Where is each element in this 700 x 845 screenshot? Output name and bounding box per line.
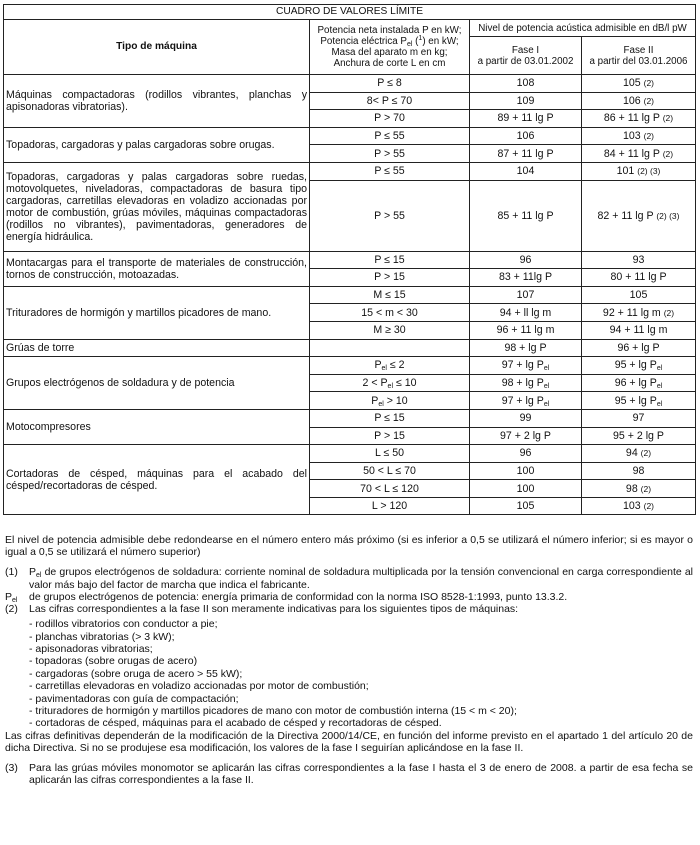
fase1-value-cell: $97 + \lg P_{el}$: [470, 357, 582, 375]
machine-type-cell: Grúas de torre: [4, 339, 310, 357]
fase2-value-cell: $95 + \lg P_{el}$: [582, 357, 696, 375]
condition-cell: P > 15: [310, 269, 470, 287]
machine-type-cell: Motocompresores: [4, 409, 310, 444]
fase2-value-cell: 98 (2): [582, 480, 696, 498]
list-item: - cargadoras (sobre oruga de acero > 55 kW);: [29, 667, 243, 680]
list-item: - carretillas elevadoras en voladizo accionadas por motor de combustión;: [29, 680, 369, 693]
machine-type-cell: Topadoras, cargadoras y palas cargadoras sobre orugas.: [4, 127, 310, 162]
machine-type-cell: Montacargas para el transporte de materiales de construcción, tornos de construcción, motoazadas.: [4, 251, 310, 286]
fase2-value-cell: 97: [582, 409, 696, 427]
fase2-value-cell: 103 (2): [582, 497, 696, 515]
fase1-value-cell: 83 + 11lg P: [470, 269, 582, 287]
column-header-fase2: Fase II a partir del 03.01.2006: [582, 37, 696, 75]
footnote-2-list: [5, 618, 693, 730]
table-row: [4, 339, 696, 357]
condition-cell: P ≤ 15: [310, 251, 470, 269]
condition-cell: P ≤ 15: [310, 409, 470, 427]
table-row: [4, 162, 696, 180]
fase1-value-cell: 100: [470, 480, 582, 498]
list-item: - cortadoras de césped, máquinas para el acabado de césped y recortadoras de césped.: [29, 717, 442, 730]
fase1-value-cell: 106: [470, 127, 582, 145]
condition-cell: P > 15: [310, 427, 470, 445]
table-row: [4, 251, 696, 269]
rounding-note: El nivel de potencia admisible debe redondearse en el número entero más próximo (si es inferior a 0,5 se utilizará el número inferior; si es mayor o igual a 0,5 se utilizará el número superior): [5, 534, 693, 559]
table-title: CUADRO DE VALORES LÍMITE: [4, 5, 696, 20]
fase2-value-cell: 105: [582, 286, 696, 304]
footnote-ref: (2): [662, 148, 674, 159]
fase2-value-cell: 94 (2): [582, 445, 696, 463]
table-row: [4, 127, 696, 145]
footnote-ref: (2): [640, 483, 652, 494]
footnote-ref: (2) (3): [656, 210, 680, 221]
table-row: [4, 357, 696, 375]
footnote-ref: (2): [640, 448, 652, 459]
fase1-value-cell: 96: [470, 251, 582, 269]
condition-cell: L > 120: [310, 497, 470, 515]
condition-cell: M ≤ 15: [310, 286, 470, 304]
footnote-ref: (2): [643, 95, 655, 106]
list-item: - apisonadoras vibratorias;: [29, 643, 153, 656]
fase2-value-cell: 93: [582, 251, 696, 269]
footnote-1b: $P_{el}$ de grupos electrógenos de potencia: energía primaria de conformidad con la norma ISO 8528-1:1993, punto 13.3.2.: [5, 590, 568, 604]
machine-type-cell: Máquinas compactadoras (rodillos vibrantes, planchas y apisonadoras vibratorias).: [4, 75, 310, 128]
fase1-value-cell: 105: [470, 497, 582, 515]
table-row: [4, 445, 696, 463]
footnotes: [5, 534, 693, 787]
fase1-value-cell: 97 + 2 lg P: [470, 427, 582, 445]
machine-type-cell: Cortadoras de césped, máquinas para el acabado del césped/recortadoras de césped.: [4, 445, 310, 515]
footnote-ref: (2): [643, 78, 655, 89]
condition-cell: $P_{el} > 10$: [310, 392, 470, 410]
table-row: [4, 75, 696, 93]
column-header-fase1: Fase I a partir de 03.01.2002: [470, 37, 582, 75]
condition-cell: 8< P ≤ 70: [310, 92, 470, 110]
fase2-value-cell: 95 + 2 lg P: [582, 427, 696, 445]
footnote-ref: (2): [662, 113, 674, 124]
fase1-value-cell: 104: [470, 162, 582, 180]
fase2-value-cell: 98: [582, 462, 696, 480]
footnote-3: (3) Para las grúas móviles monomotor se aplicarán las cifras correspondientes a la fase I hasta el 3 de enero de 2008. a partir de esa fecha se aplicarán las cifras correspondientes a la fase II.: [5, 762, 693, 787]
footnote-ref: (2): [643, 131, 655, 142]
column-header-tipo: Tipo de máquina: [4, 20, 310, 75]
fase1-value-cell: 94 + ll lg m: [470, 304, 582, 322]
footnote-ref: (2) (3): [637, 166, 661, 177]
condition-cell: P ≤ 8: [310, 75, 470, 93]
condition-cell: 15 < m < 30: [310, 304, 470, 322]
fase2-value-cell: 94 + 11 lg m: [582, 321, 696, 339]
fase2-value-cell: 101 (2) (3): [582, 162, 696, 180]
footnote-1: (1) $P_{el}$ de grupos electrógenos de soldadura: corriente nominal de soldadura multiplicada por la tensión convencional en carga correspondiente al valor más bajo del factor de marcha que indica el fabricante.: [5, 566, 693, 591]
condition-cell: 70 < L ≤ 120: [310, 480, 470, 498]
condition-cell: P ≤ 55: [310, 127, 470, 145]
fase2-value-cell: 92 + 11 lg m (2): [582, 304, 696, 322]
fase1-value-cell: $98 + \lg P_{el}$: [470, 374, 582, 392]
fase1-value-cell: 85 + 11 lg P: [470, 180, 582, 251]
fase1-value-cell: 100: [470, 462, 582, 480]
footnote-2: (2) Las cifras correspondientes a la fase II son meramente indicativas para los siguientes tipos de máquinas:: [5, 603, 519, 616]
table-row: [4, 286, 696, 304]
fase1-value-cell: 87 + 11 lg P: [470, 145, 582, 163]
machine-type-cell: Grupos electrógenos de soldadura y de potencia: [4, 357, 310, 410]
footnote-2-closing: Las cifras definitivas dependerán de la modificación de la Directiva 2000/14/CE, en función del informe previsto en el apartado 1 del artículo 20 de dicha Directiva. Si no se produjese esa modificación, los valores de la fase I seguirían aplicándose en la fase II.: [5, 729, 693, 755]
fase1-value-cell: 108: [470, 75, 582, 93]
condition-cell: P ≤ 55: [310, 162, 470, 180]
condition-cell: P > 70: [310, 110, 470, 128]
fase2-value-cell: 105 (2): [582, 75, 696, 93]
fase1-value-cell: 96: [470, 445, 582, 463]
table-row: [4, 409, 696, 427]
footnote-ref: (2): [643, 501, 655, 512]
fase2-value-cell: 84 + 11 lg P (2): [582, 145, 696, 163]
fase1-value-cell: 98 + lg P: [470, 339, 582, 357]
list-item: - topadoras (sobre orugas de acero): [29, 655, 198, 668]
condition-cell: M ≥ 30: [310, 321, 470, 339]
list-item: - rodillos vibratorios con conductor a pie;: [29, 618, 218, 631]
fase1-value-cell: $97 + \lg P_{el}$: [470, 392, 582, 410]
list-item: - trituradores de hormigón y martillos picadores de mano con motor de combustión interna (15 < m < 20);: [29, 705, 517, 718]
condition-cell: $2 < P_{el} \le 10$: [310, 374, 470, 392]
list-item: - planchas vibratorias (> 3 kW);: [29, 630, 175, 643]
fase2-value-cell: 96 + lg P: [582, 339, 696, 357]
fase2-value-cell: 86 + 11 lg P (2): [582, 110, 696, 128]
fase2-value-cell: 82 + 11 lg P (2) (3): [582, 180, 696, 251]
machine-type-cell: Trituradores de hormigón y martillos picadores de mano.: [4, 286, 310, 339]
fase1-value-cell: 109: [470, 92, 582, 110]
column-header-potencia: Potencia neta instalada P en kW; Potencia eléctrica $P_{el}$ ($^1$) en kW; Masa del aparato m en kg; Anchura de corte L en cm: [310, 20, 470, 75]
condition-cell: $P_{el} \le 2$: [310, 357, 470, 375]
fase1-value-cell: 89 + 11 lg P: [470, 110, 582, 128]
limit-values-table: [3, 4, 696, 515]
fase1-value-cell: 99: [470, 409, 582, 427]
condition-cell: P > 55: [310, 145, 470, 163]
condition-cell: 50 < L ≤ 70: [310, 462, 470, 480]
machine-type-cell: Topadoras, cargadoras y palas cargadoras sobre ruedas, motovolquetes, niveladoras, compactadoras de basura tipo cargadoras, carretillas elevadoras en voladizo accionadas por motor de combustión, grúas móviles, máquinas compactadoras (rodillos no vibrantes), pavimentadoras, generadores de energía hidráulica.: [4, 162, 310, 251]
condition-cell: [310, 339, 470, 357]
fase2-value-cell: $96 + \lg P_{el}$: [582, 374, 696, 392]
column-header-nivel: Nivel de potencia acústica admisible en dB/l pW: [470, 20, 696, 37]
fase2-value-cell: $95 + \lg P_{el}$: [582, 392, 696, 410]
condition-cell: L ≤ 50: [310, 445, 470, 463]
list-item: - pavimentadoras con guía de compactación;: [29, 692, 239, 705]
footnote-ref: (2): [663, 307, 675, 318]
fase2-value-cell: 80 + 11 lg P: [582, 269, 696, 287]
condition-cell: P > 55: [310, 180, 470, 251]
fase2-value-cell: 106 (2): [582, 92, 696, 110]
fase1-value-cell: 107: [470, 286, 582, 304]
fase1-value-cell: 96 + 11 lg m: [470, 321, 582, 339]
fase2-value-cell: 103 (2): [582, 127, 696, 145]
